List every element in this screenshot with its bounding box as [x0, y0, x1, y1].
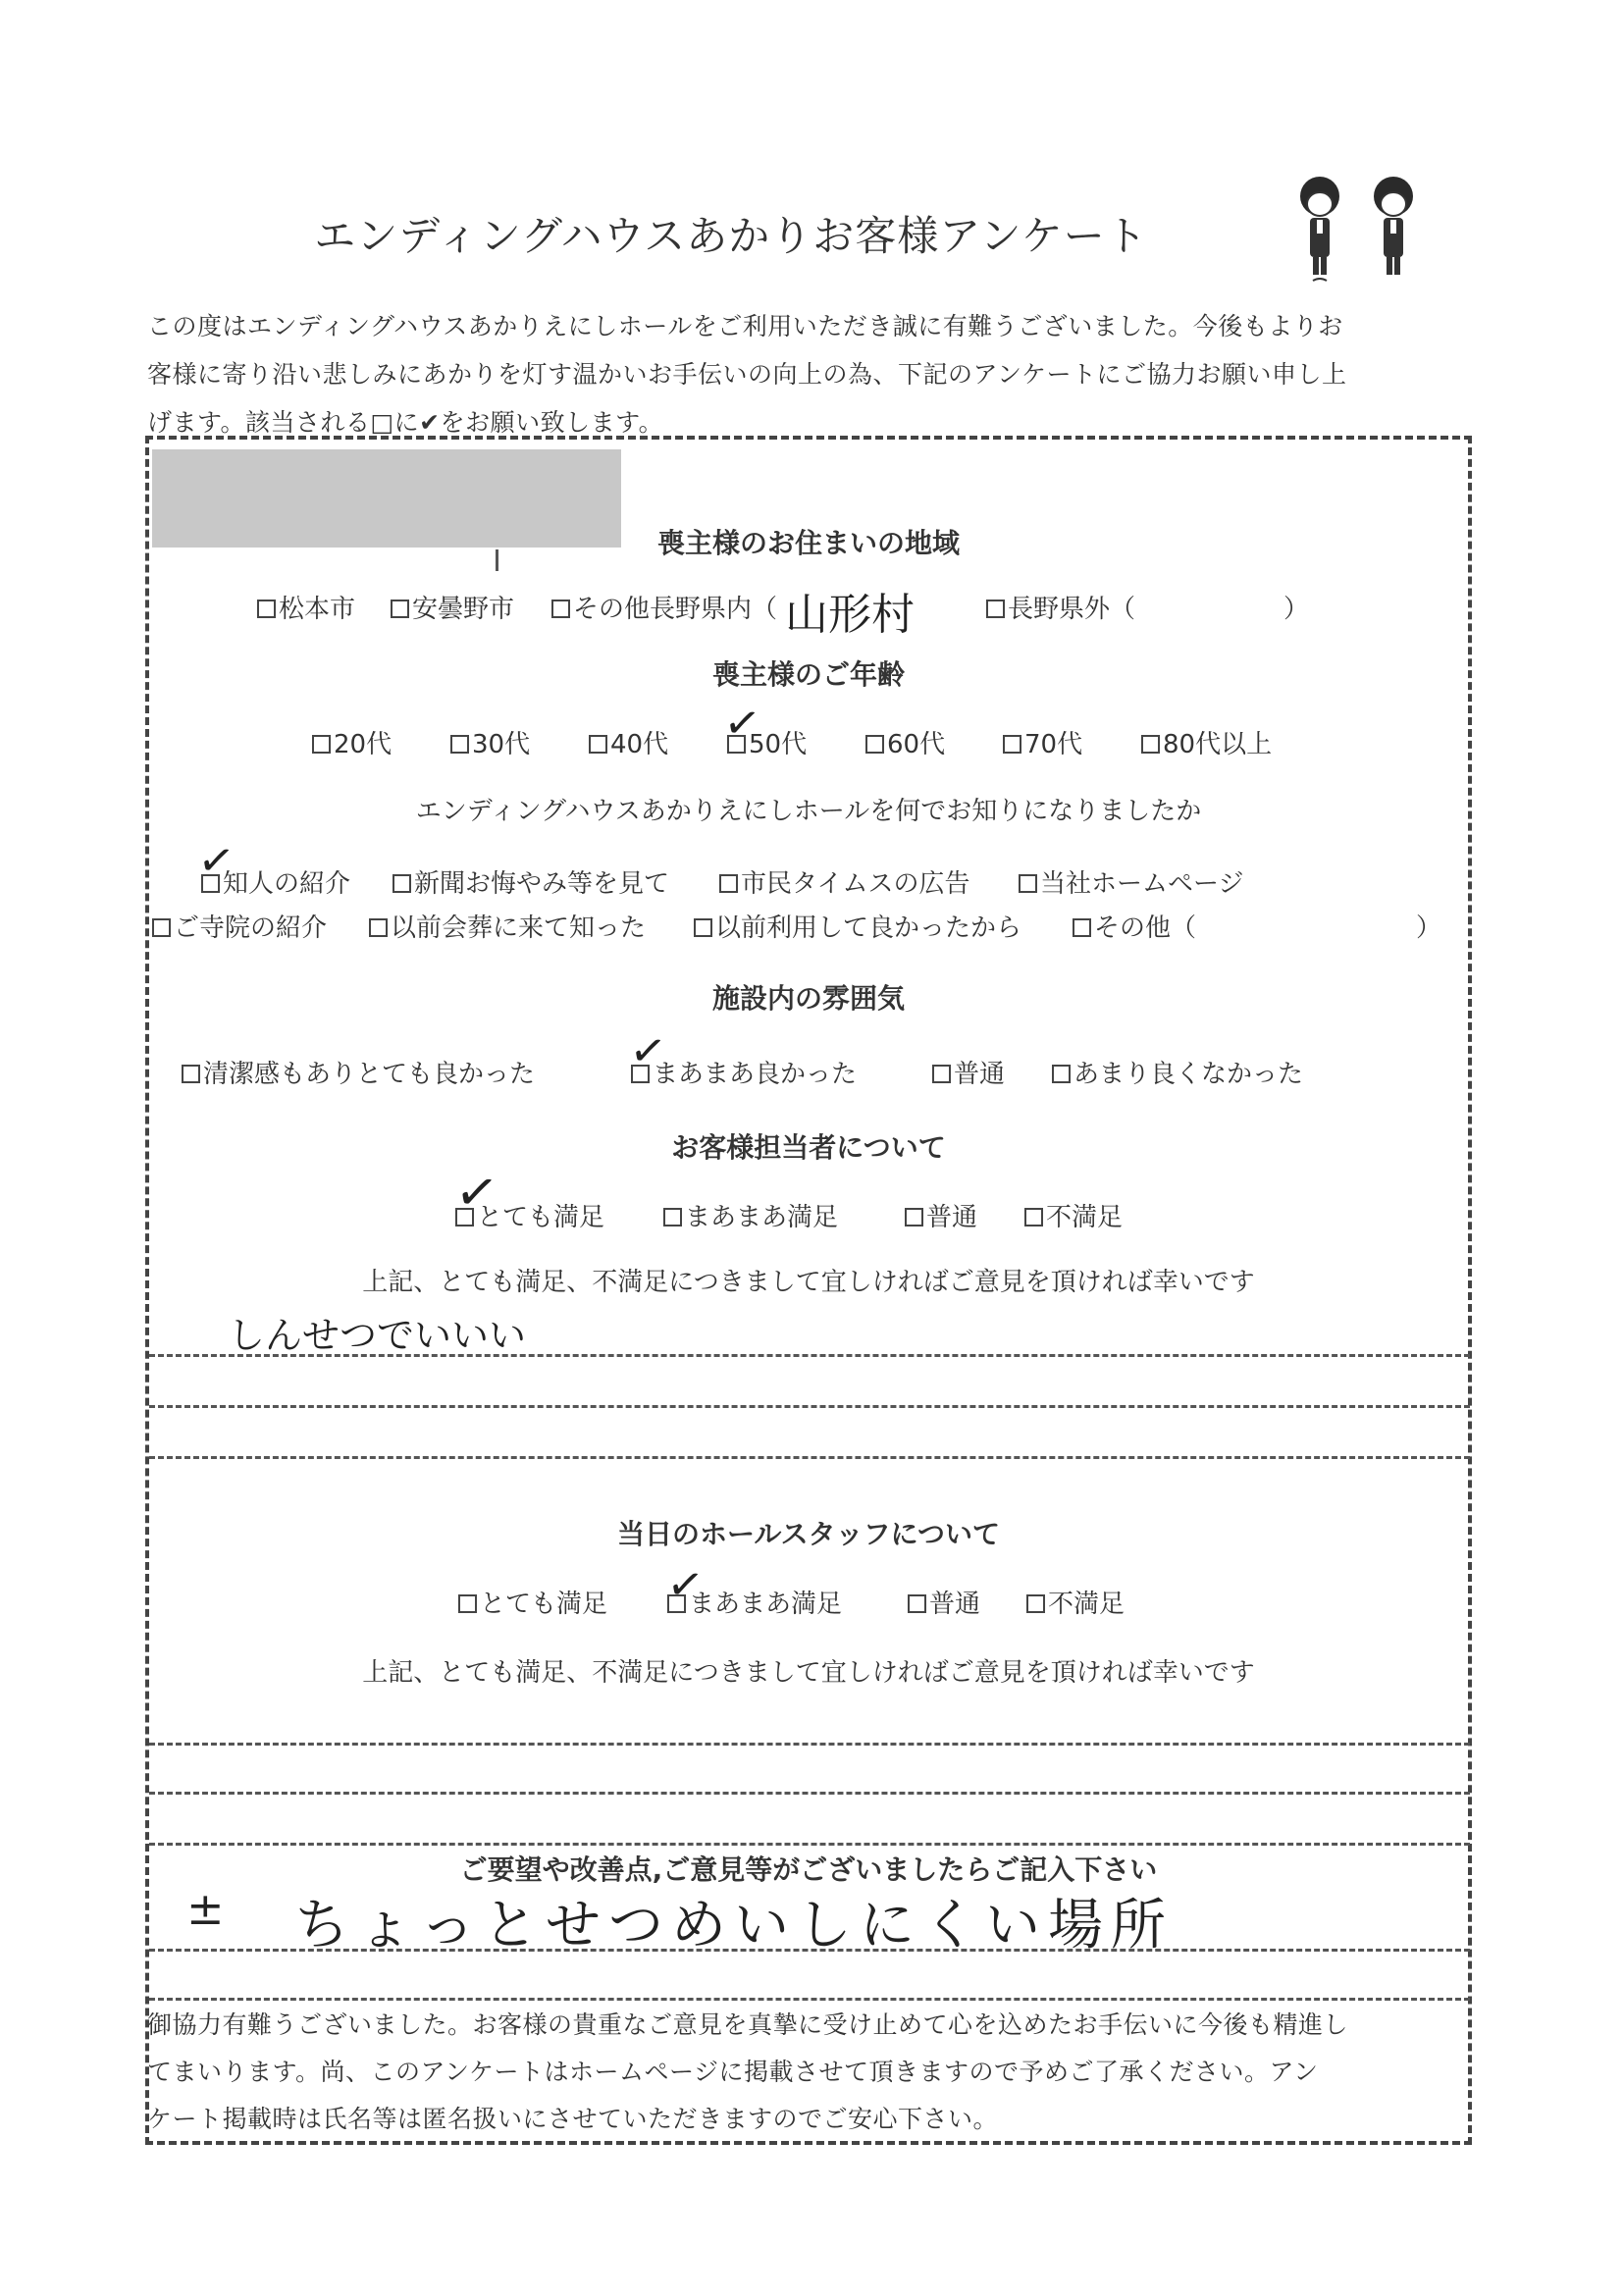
- staff-person-handwritten-comment: しんせつでいいい: [228, 1314, 527, 1357]
- atmosphere-option-fairly-good[interactable]: まあまあ良かった: [631, 1054, 857, 1090]
- age-option-70s[interactable]: 70代: [1003, 724, 1082, 760]
- source-option-times-ad[interactable]: 市民タイムスの広告: [719, 863, 969, 900]
- staff-person-check-icon: ✓: [451, 1161, 502, 1226]
- hall-staff-prompt: 上記、とても満足、不満足につきまして宜しければご意見を頂ければ幸いです: [362, 1658, 1255, 1688]
- requests-handwritten-mark: ±: [186, 1882, 225, 1935]
- comment-line: [149, 1792, 1470, 1795]
- atmosphere-option-very-good[interactable]: 清潔感もありとても良かった: [182, 1054, 535, 1090]
- comment-line: [149, 1405, 1470, 1408]
- intro-line-2: 客様に寄り沿い悲しみにあかりを灯す温かいお手伝いの向上の為、下記のアンケートにご協力お願い申し上: [147, 360, 1347, 389]
- comment-line: [149, 1843, 1470, 1846]
- hall-staff-option-dissatisfied[interactable]: 不満足: [1026, 1584, 1125, 1620]
- source-option-other[interactable]: その他（: [1073, 908, 1196, 944]
- atmosphere-option-average[interactable]: 普通: [932, 1054, 1005, 1090]
- source-option-past-use[interactable]: 以前利用して良かったから: [694, 908, 1021, 944]
- page-title: エンディングハウスあかりお客様アンケート: [314, 212, 1148, 260]
- requests-handwritten-comment: ちょっとせつめいしにくい場所: [294, 1894, 1174, 1957]
- staff-mascot-icon: [1285, 175, 1433, 292]
- hall-staff-option-very-satisfied[interactable]: とても満足: [458, 1584, 607, 1620]
- age-heading: 喪主様のご年齢: [711, 658, 905, 691]
- source-option-past-funeral[interactable]: 以前会葬に来て知った: [369, 908, 646, 944]
- hall-staff-option-average[interactable]: 普通: [908, 1584, 980, 1620]
- source-option-homepage[interactable]: 当社ホームページ: [1019, 863, 1243, 900]
- age-option-20s[interactable]: 20代: [312, 724, 392, 760]
- staff-person-prompt: 上記、とても満足、不満足につきまして宜しければご意見を頂ければ幸いです: [362, 1268, 1255, 1297]
- comment-line: [149, 1998, 1470, 2001]
- comment-line: [149, 1354, 1470, 1357]
- region-close-paren: ）: [1283, 595, 1310, 624]
- requests-heading: ご要望や改善点,ご意見等がございましたらご記入下さい: [459, 1853, 1158, 1886]
- atmosphere-option-not-good[interactable]: あまり良くなかった: [1052, 1054, 1303, 1090]
- footer-line-3: ケート掲載時は氏名等は匿名扱いにさせていただきますのでご安心下さい。: [147, 2105, 999, 2133]
- age-option-60s[interactable]: 60代: [865, 724, 945, 760]
- comment-line: [149, 1743, 1470, 1746]
- intro-line-3: げます。該当される□に✔をお願い致します。: [147, 408, 664, 437]
- source-option-newspaper[interactable]: 新聞お悔やみ等を見て: [393, 863, 669, 900]
- region-option-outside-nagano[interactable]: 長野県外（: [986, 589, 1135, 625]
- atmosphere-options: [0, 1054, 1623, 1093]
- footer-line-1: 御協力有難うございました。お客様の貴重なご意見を真摯に受け止めて心を込めたお手伝いに今後も精進し: [147, 2010, 1349, 2039]
- hall-staff-options: [0, 1584, 1623, 1623]
- staff-person-options: [0, 1197, 1623, 1236]
- age-option-80s-plus[interactable]: 80代以上: [1141, 724, 1272, 760]
- comment-line: [149, 1456, 1470, 1459]
- staff-person-heading: お客様担当者について: [671, 1131, 946, 1164]
- source-options-row-1: [0, 863, 1623, 903]
- source-close-paren: ）: [1416, 913, 1442, 943]
- region-handwritten-answer: 山形村: [785, 590, 915, 640]
- atmosphere-heading: 施設内の雰囲気: [711, 982, 905, 1015]
- source-acquaintance-check-icon: ✓: [194, 833, 238, 889]
- source-option-temple[interactable]: ご寺院の紹介: [152, 908, 327, 944]
- staff-person-option-average[interactable]: 普通: [905, 1197, 977, 1233]
- staff-person-option-fairly-satisfied[interactable]: まあまあ満足: [663, 1197, 838, 1233]
- intro-line-1: この度はエンディングハウスあかりえにしホールをご利用いただき誠に有難うございました。今後もよりお: [147, 312, 1343, 340]
- age-option-30s[interactable]: 30代: [450, 724, 530, 760]
- source-option-acquaintance[interactable]: 知人の紹介: [201, 863, 350, 900]
- hall-staff-check-icon: ✓: [663, 1557, 707, 1613]
- region-option-azumino[interactable]: 安曇野市: [391, 589, 514, 625]
- staff-person-option-dissatisfied[interactable]: 不満足: [1024, 1197, 1123, 1233]
- footer-line-2: てまいります。尚、このアンケートはホームページに掲載させて頂きますので予めご了承ください。アン: [147, 2058, 1319, 2086]
- source-heading: エンディングハウスあかりえにしホールを何でお知りになりましたか: [415, 797, 1202, 826]
- staff-person-option-very-satisfied[interactable]: とても満足: [455, 1197, 604, 1233]
- comment-line: [149, 1949, 1470, 1952]
- source-options-row-2: [0, 908, 1623, 947]
- age-50s-check-icon: ✓: [720, 696, 764, 752]
- hall-staff-option-fairly-satisfied[interactable]: まあまあ満足: [667, 1584, 842, 1620]
- hall-staff-heading: 当日のホールスタッフについて: [616, 1518, 1001, 1550]
- region-option-matsumoto[interactable]: 松本市: [257, 589, 355, 625]
- age-option-50s[interactable]: 50代: [727, 724, 807, 760]
- age-options: [0, 724, 1623, 763]
- region-heading: 喪主様のお住まいの地域: [656, 527, 960, 559]
- age-option-40s[interactable]: 40代: [589, 724, 668, 760]
- region-option-other-nagano[interactable]: その他長野県内（: [551, 589, 777, 625]
- atmosphere-check-icon: ✓: [626, 1023, 670, 1079]
